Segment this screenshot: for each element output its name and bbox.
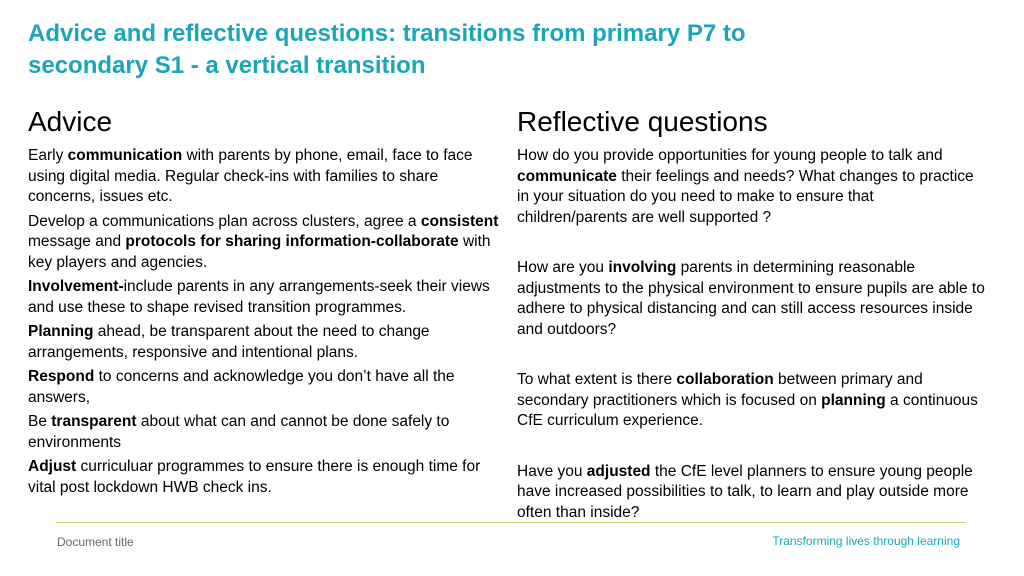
reflective-question: How do you provide opportunities for young people to talk and communicate their feelings and needs? What changes to practice in your situation do you need to make to ensure that children/parents are well supported ? (517, 147, 974, 226)
advice-item: Be transparent about what can and cannot be done safely to environments (28, 413, 450, 451)
advice-item: Respond to concerns and acknowledge you don’t have all the answers, (28, 368, 455, 406)
document-title: Document title (57, 535, 134, 549)
footer-tagline: Transforming lives through learning (772, 534, 960, 548)
advice-item: Develop a communications plan across clusters, agree a consistent message and protocols for sharing information-collaborate with key players and agencies. (28, 212, 499, 271)
page-title (28, 18, 988, 82)
reflective-heading: Reflective questions (517, 106, 768, 137)
advice-item: Adjust curriculuar programmes to ensure there is enough time for vital post lockdown HWB check ins. (28, 458, 481, 496)
advice-column (28, 104, 506, 502)
reflective-question: Have you adjusted the CfE level planners to ensure young people have increased possibilities to talk, to learn and play outside more often than inside? (517, 462, 973, 521)
title-line-2: secondary S1 - a vertical transition (28, 52, 426, 79)
advice-item: Early communication with parents by phone, email, face to face using digital media. Regular check-ins with families to share concerns, issues etc. (28, 147, 473, 205)
footer-divider (56, 522, 966, 523)
reflective-question: How are you involving parents in determining reasonable adjustments to the physical environment to ensure pupils are able to adhere to physical distancing and can still access resources inside and outdoors? (517, 259, 985, 338)
advice-heading: Advice (28, 106, 113, 137)
title-line-1: Advice and reflective questions: transitions from primary P7 to (28, 20, 746, 47)
advice-item: Planning ahead, be transparent about the need to change arrangements, responsive and intentional plans. (28, 323, 430, 361)
advice-item: Involvement-include parents in any arrangements-seek their views and use these to shape revised transition programmes. (28, 278, 490, 316)
reflective-question: To what extent is there collaboration between primary and secondary practitioners which is focused on planning a continuous CfE curriculum experience. (517, 371, 978, 429)
reflective-questions-column (517, 104, 987, 523)
